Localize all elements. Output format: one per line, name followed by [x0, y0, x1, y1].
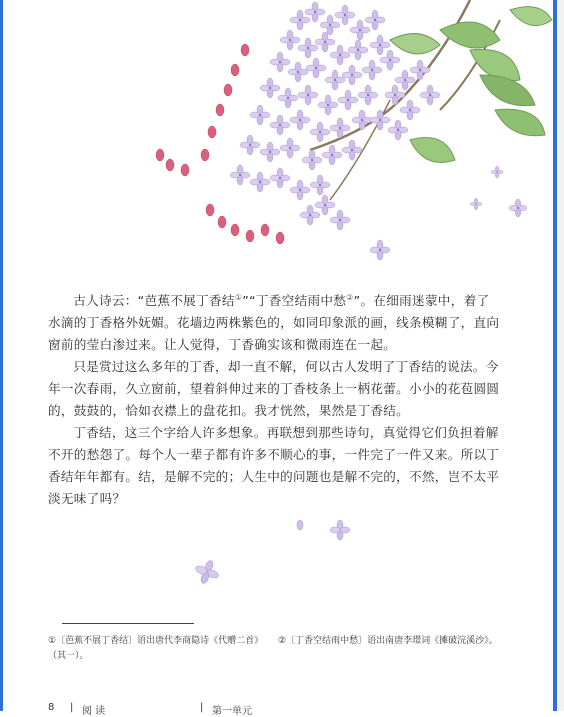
footer-divider: |: [70, 702, 74, 713]
page-frame-left: [0, 0, 3, 711]
footnote-divider: [62, 623, 194, 624]
scroll-gutter[interactable]: [557, 0, 564, 711]
footnote-ref-2[interactable]: ②: [346, 293, 354, 302]
footer-divider: |: [200, 702, 204, 713]
paragraph-3: 丁香结，这三个字给人许多想象。再联想到那些诗句，真觉得它们负担着解不开的愁怨了。每个人一辈子都有许多不顺心的事，一件完了一件又来。所以丁香结年年都有。结，是解不完的；人生中的问题也是解不完的，不然，岂不太平淡无味了吗？: [48, 425, 500, 507]
article-body: [48, 287, 500, 510]
paragraph-1: 古人诗云：“芭蕉不展丁香结①”“丁香空结雨中愁②”。在细雨迷蒙中，着了水滴的丁香格外妩媚。花墙边两株紫色的，如同印象派的画，线条模糊了，直向窗前的莹白渗过来。让人觉得，丁香确实该和微雨连在一起。: [48, 293, 500, 353]
lilac-illustration: [140, 0, 553, 270]
paragraph-2: 只是赏过这么多年的丁香，却一直不解，何以古人发明了丁香结的说法。今年一次春雨，久立窗前，望着斜伸过来的丁香枝条上一柄花蕾。小小的花苞圆圆的，鼓鼓的，恰如衣襟上的盘花扣。我才恍然，果然是丁香结。: [48, 359, 500, 419]
footnote-ref-1[interactable]: ①: [234, 293, 243, 302]
footer-label-right: 第一单元: [212, 706, 252, 717]
footer-label-left: 阅 读: [82, 706, 106, 717]
falling-petal-decoration: [290, 515, 360, 545]
page-footer: [0, 702, 553, 717]
footnote-2: ②〔丁香空结雨中愁〕语出南唐李璟词《摊破浣溪沙》。: [278, 636, 498, 646]
falling-petal-decoration: [190, 555, 224, 589]
footnote-1: ①〔芭蕉不展丁香结〕语出唐代李商隐诗《代赠二首》（其一）。: [48, 636, 259, 661]
page-number: 8: [48, 702, 55, 713]
